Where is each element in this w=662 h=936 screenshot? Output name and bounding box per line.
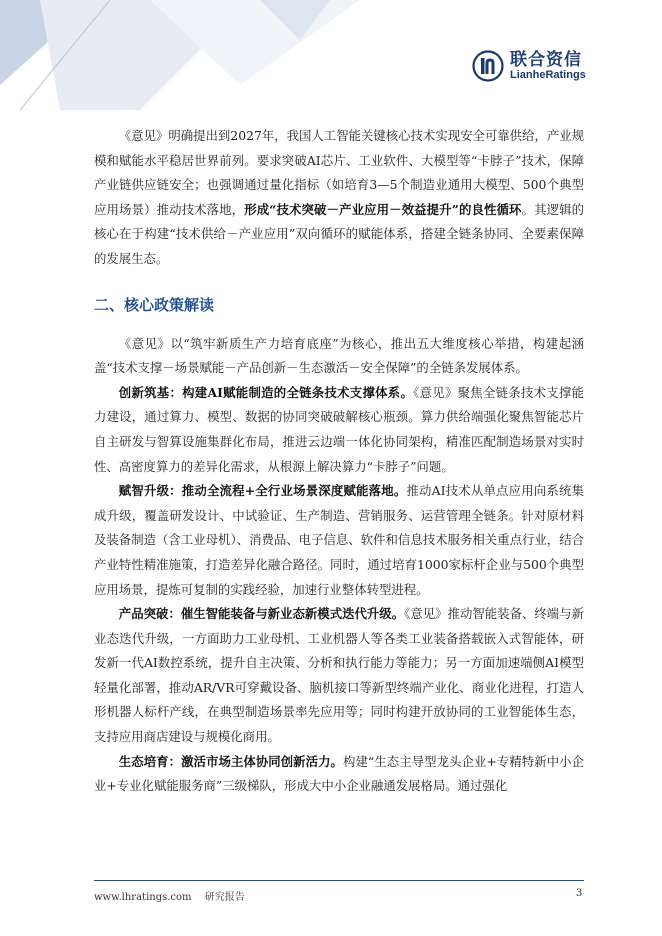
ecosystem-heading: 生态培育：激活市场主体协同创新活力。 xyxy=(118,753,344,769)
ecosystem-paragraph xyxy=(94,750,584,799)
product-heading: 产品突破：催生智能装备与新业态新模式迭代升级。 xyxy=(118,606,405,622)
empowerment-text: 推动AI技术从单点应用向系统集成升级，覆盖研发设计、中试验证、生产制造、营销服务、运营管理全链条。针对原材料及装备制造（含工业母机）、消费品、电子信息、软件和信息技术服务相关重点行业，结合产业特性精准施策，打造差异化融合路径。同时，通过培育1000家标杆企业与500个典型应用场景，提炼可复制的实践经验，加速行业整体转型进程。 xyxy=(94,483,584,597)
page-number: 3 xyxy=(576,888,583,899)
intro-bold-text: 形成“技术突破－产业应用－效益提升”的良性循环 xyxy=(244,201,522,217)
company-logo xyxy=(472,50,586,82)
logo-english-name: LianheRatings xyxy=(510,69,586,82)
product-text: 《意见》推动智能装备、终端与新业态迭代升级，一方面助力工业母机、工业机器人等各类工业装备搭载嵌入式智能体，研发新一代AI数控系统，提升自主决策、分析和执行能力等能力；另一方面加速端侧AI模型轻量化部署，推动AR/VR可穿戴设备、脑机接口等新型终端产业化、商业化进程，打造人形机器人标杆产线，在典型制造场景率先应用等；同时构建开放协同的工业智能体生态，支持应用商店建设与规模化商用。 xyxy=(94,606,584,745)
product-paragraph xyxy=(94,602,584,750)
intro-tail-text: 。其逻辑的核心在于构建“技术供给－产业应用”双向循环的赋能体系，搭建全链条协同、全要素保障的发展生态。 xyxy=(94,201,585,266)
lianhe-logo-icon xyxy=(472,50,504,82)
empowerment-paragraph xyxy=(94,479,584,602)
footer-info xyxy=(94,888,245,903)
intro-paragraph xyxy=(94,124,584,272)
empowerment-heading: 赋智升级：推动全流程+全行业场景深度赋能落地。 xyxy=(118,483,407,499)
innovation-heading: 创新筑基：构建AI赋能制造的全链条技术支撑体系。 xyxy=(118,384,414,400)
document-body xyxy=(94,124,584,799)
footer-website[interactable]: www.lhratings.com xyxy=(94,892,192,903)
section-heading: 二、核心政策解读 xyxy=(94,295,215,314)
footer-doc-type: 研究报告 xyxy=(204,892,245,903)
innovation-paragraph xyxy=(94,381,584,479)
logo-chinese-name: 联合资信 xyxy=(510,49,582,70)
footer-divider xyxy=(94,880,584,881)
innovation-text: 《意见》聚焦全链条技术支撑能力建设，通过算力、模型、数据的协同突破破解核心瓶颈。算力供给端强化聚焦智能芯片自主研发与智算设施集群化布局，推进云边端一体化协同架构，精准匹配制造场景对实时性、高密度算力的差异化需求，从根源上解决算力“卡脖子”问题。 xyxy=(94,384,584,474)
overview-paragraph: 《意见》以“筑牢新质生产力培育底座”为核心，推出五大维度核心举措，构建起涵盖“技术支撑－场景赋能－产品创新－生态激活－安全保障”的全链条发展体系。 xyxy=(94,335,584,376)
ecosystem-text: 构建“生态主导型龙头企业+专精特新中小企业+专业化赋能服务商”三级梯队，形成大中小企业融通发展格局。通过强化 xyxy=(94,753,585,794)
intro-text: 《意见》明确提出到2027年，我国人工智能关键核心技术实现安全可靠供给，产业规模和赋能水平稳居世界前列。要求突破AI芯片、工业软件、大模型等“卡脖子”技术，保障产业链供应链安全；也强调通过量化指标（如培育3—5个制造业通用大模型、500个典型应用场景）推动技术落地， xyxy=(94,128,585,217)
